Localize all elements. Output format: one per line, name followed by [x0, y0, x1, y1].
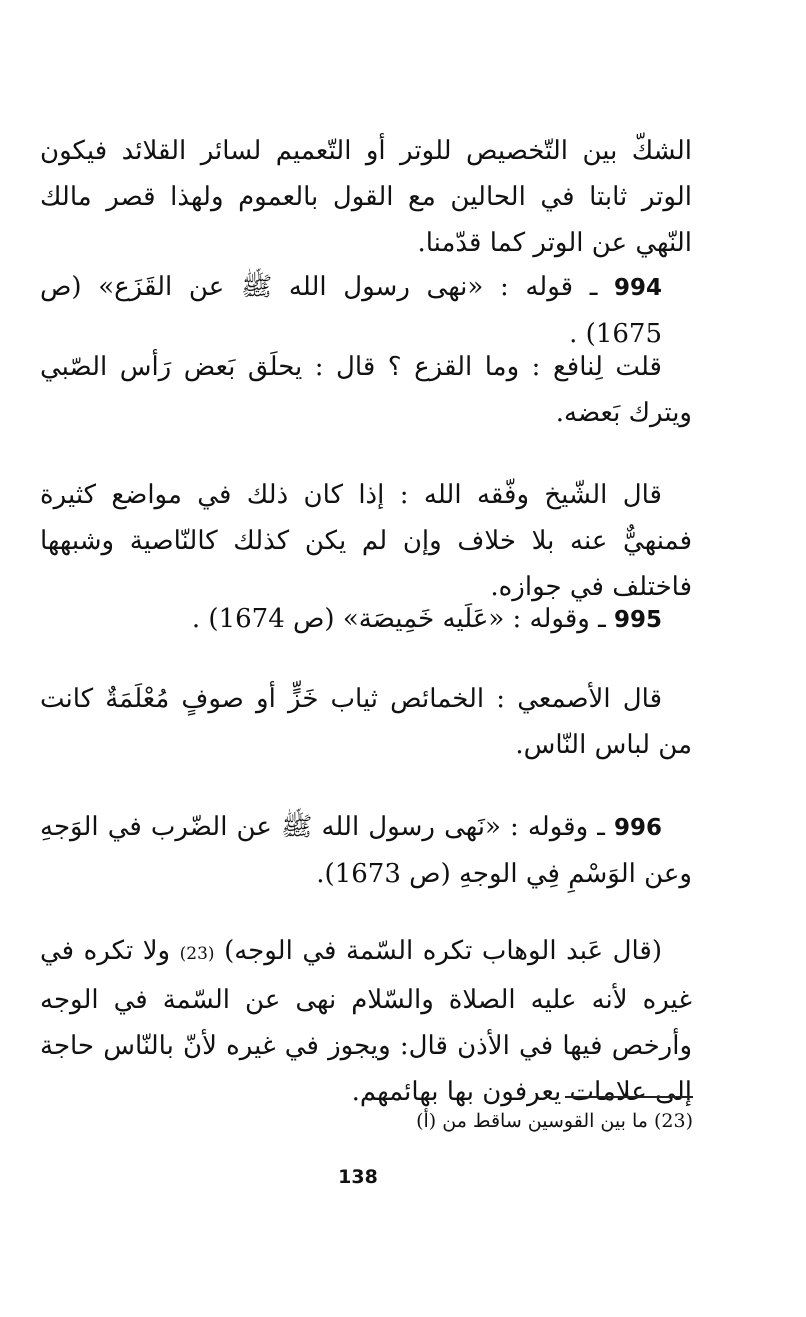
paragraph-8-text-after: ولا تكره في غيره لأنه عليه الصلاة والسّلام نهى عن السّمة في الوجه وأرخص فيها في الأذن قال: ويجوز في غيره لأنّ بالنّاس حاجة إلى علامات يعرفون بها بهائمهم. [40, 936, 692, 1107]
entry-text: ـ وقوله : «نَهى رسول الله ﷺ عن الضّرب في الوَجهِ وعن الوَسْمِ فِي الوجهِ (ص 1673). [40, 812, 692, 889]
page-number: 138 [338, 1166, 378, 1188]
paragraph-8 [40, 928, 692, 1115]
entry-number: 995 [613, 607, 662, 633]
paragraph-1-text: الشكّ بين التّخصيص للوتر أو التّعميم لسائر القلائد فيكون الوتر ثابتا في الحالين مع القول بالعموم ولهذا قصر مالك النّهي عن الوتر كما قدّمنا. [40, 136, 692, 258]
paragraph-3 [40, 344, 692, 436]
footnote-separator [565, 1096, 693, 1098]
entry-996 [40, 804, 692, 897]
footnote: (23) ما بين القوسين ساقط من (أ) [416, 1110, 693, 1132]
entry-text: ـ قوله : «نهى رسول الله ﷺ عن القَزَع» (ص 1675) . [40, 272, 662, 349]
paragraph-6-text: قال الأصمعي : الخمائص ثياب خَزٍّ أو صوفٍ مُعْلَمَةٌ كانت من لباس النّاس. [40, 684, 692, 760]
paragraph-3-text: قلت لِنافع : وما القزع ؟ قال : يحلَق بَعض رَأس الصّبي ويترك بَعضه. [40, 352, 692, 428]
entry-text: ـ وقوله : «عَلَيه خَمِيصَة» (ص 1674) . [191, 604, 614, 634]
paragraph-8-text-before: (قال عَبد الوهاب تكره السّمة في الوجه) [214, 936, 662, 966]
paragraph-4-text: قال الشّيخ وفّقه الله : إذا كان ذلك في مواضع كثيرة فمنهيٌّ عنه بلا خلاف وإن لم يكن كذلك كالنّاصية وشبهها فاختلف في جوازه. [40, 480, 692, 602]
paragraph-6 [40, 676, 692, 768]
paragraph-4 [40, 472, 692, 610]
entry-number: 996 [613, 815, 662, 841]
footnote-reference: (23) [179, 944, 215, 964]
paragraph-1 [40, 128, 692, 266]
entry-995 [40, 596, 692, 643]
entry-number: 994 [613, 275, 662, 301]
